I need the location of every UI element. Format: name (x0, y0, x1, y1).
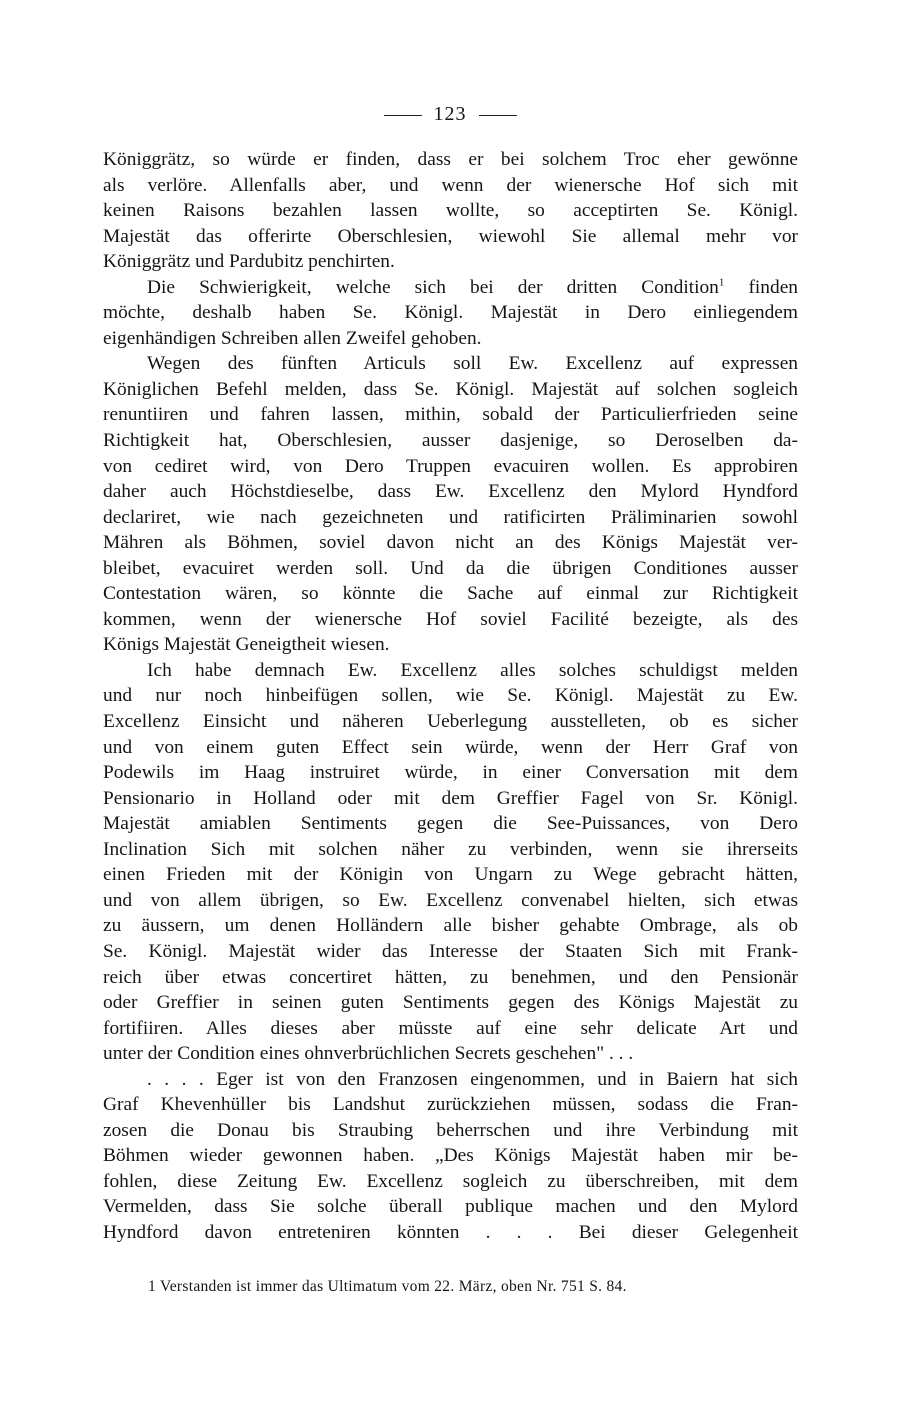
text-line-content: . . . . Eger ist von den Franzosen eingenommen, und in Baiern hat sich (147, 1068, 798, 1090)
text-line (103, 428, 798, 454)
text-line (103, 377, 798, 403)
text-line (103, 224, 798, 250)
text-line (103, 837, 798, 863)
text-line-content: oder Greffier in seinen guten Sentiments gegen des Königs Majestät zu (103, 992, 798, 1014)
page-number: 123 (433, 103, 467, 125)
text-line-content: Inclination Sich mit solchen näher zu verbinden, wenn sie ihrerseits (103, 838, 798, 860)
text-line-content: Königs Majestät Geneigtheit wiesen. (103, 634, 390, 656)
page-header (0, 100, 900, 128)
text-line (103, 913, 798, 939)
text-line-content: unter der Condition eines ohnverbrüchlichen Secrets geschehen" . . . (103, 1043, 634, 1065)
text-line-content: und von einem guten Effect sein würde, wenn der Herr Graf von (103, 736, 798, 758)
text-line-content: bleibet, evacuiret werden soll. Und da die übrigen Conditiones ausser (103, 557, 798, 579)
text-line (103, 1067, 798, 1093)
body-text (103, 147, 798, 1246)
text-line (103, 249, 798, 275)
text-line-content: fortifiiren. Alles dieses aber müsste auf eine sehr delicate Art und (103, 1017, 798, 1039)
text-line (103, 1092, 798, 1118)
text-line (103, 939, 798, 965)
text-line-content: eigenhändigen Schreiben allen Zweifel gehoben. (103, 327, 482, 349)
text-line-content: Hyndford davon entreteniren könnten . . . Bei dieser Gelegenheit (103, 1221, 798, 1243)
text-line (103, 326, 798, 352)
text-line (103, 658, 798, 684)
text-line (103, 300, 798, 326)
text-line-content: Wegen des fünften Articuls soll Ew. Excellenz auf expressen (147, 353, 798, 375)
text-line (103, 888, 798, 914)
text-line (103, 990, 798, 1016)
text-line (103, 556, 798, 582)
text-line-content: zosen die Donau bis Straubing beherrschen und ihre Verbindung mit (103, 1119, 798, 1141)
footnote-reference: 1 (718, 276, 725, 289)
text-line-content: Majestät das offerirte Oberschlesien, wiewohl Sie allemal mehr vor (103, 225, 798, 247)
text-line (103, 1016, 798, 1042)
text-line (103, 1118, 798, 1144)
text-line-content: reich über etwas concertiret hätten, zu benehmen, und den Pensionär (103, 966, 798, 988)
text-line-content: Pensionario in Holland oder mit dem Greffier Fagel von Sr. Königl. (103, 787, 798, 809)
header-dash-left (384, 115, 422, 116)
text-line (103, 173, 798, 199)
text-line-content: Königgrätz und Pardubitz penchirten. (103, 251, 395, 273)
text-line-content: Böhmen wieder gewonnen haben. „Des Königs Majestät haben mir be- (103, 1145, 798, 1167)
text-line-content: Königgrätz, so würde er finden, dass er bei solchem Troc eher gewönne (103, 149, 798, 170)
text-line-content: einen Frieden mit der Königin von Ungarn zu Wege gebracht hätten, (103, 864, 798, 886)
footnote (148, 1276, 788, 1298)
text-line-content: declariret, wie nach gezeichneten und ratificirten Präliminarien sowohl (103, 506, 798, 528)
text-line (103, 275, 798, 301)
text-line (103, 735, 798, 761)
text-line (103, 1194, 798, 1220)
text-line-content: Se. Königl. Majestät wider das Interesse der Staaten Sich mit Frank- (103, 940, 798, 962)
text-line-content: Excellenz Einsicht und näheren Ueberlegung ausstelleten, ob es sicher (103, 711, 798, 733)
text-line-content: keinen Raisons bezahlen lassen wollte, so acceptirten Se. Königl. (103, 200, 798, 222)
text-line (103, 1041, 798, 1067)
text-line-content: und von allem übrigen, so Ew. Excellenz convenabel hielten, sich etwas (103, 889, 798, 911)
text-line-content: Majestät amiablen Sentiments gegen die See-Puissances, von Dero (103, 813, 798, 835)
text-line (103, 581, 798, 607)
text-line-content: als verlöre. Allenfalls aber, und wenn der wienersche Hof sich mit (103, 174, 798, 196)
text-line-content: renuntiiren und fahren lassen, mithin, sobald der Particulierfrieden seine (103, 404, 798, 426)
text-line (103, 198, 798, 224)
text-line (103, 632, 798, 658)
text-line-content: Podewils im Haag instruiret würde, in einer Conversation mit dem (103, 762, 798, 784)
text-line (103, 479, 798, 505)
text-line (103, 709, 798, 735)
text-line (103, 147, 798, 173)
text-line (103, 683, 798, 709)
text-line (103, 1220, 798, 1246)
text-line-content: Richtigkeit hat, Oberschlesien, ausser dasjenige, so Deroselben da- (103, 430, 798, 452)
text-line-content: Die Schwierigkeit, welche sich bei der dritten Condition (147, 276, 719, 298)
text-line-content: fohlen, diese Zeitung Ew. Excellenz sogleich zu überschreiben, mit dem (103, 1170, 798, 1192)
text-line (103, 402, 798, 428)
footnote-marker: 1 (148, 1278, 157, 1295)
text-line (103, 530, 798, 556)
text-line (103, 811, 798, 837)
text-line (103, 454, 798, 480)
text-line (103, 1169, 798, 1195)
text-line (103, 505, 798, 531)
text-line-content: Mähren als Böhmen, soviel davon nicht an des Königs Majestät ver- (103, 532, 798, 554)
text-line-continuation: finden (724, 276, 798, 298)
text-line-content: Vermelden, dass Sie solche überall publique machen und den Mylord (103, 1196, 798, 1218)
text-line (103, 1143, 798, 1169)
text-line-content: von cediret wird, von Dero Truppen evacuiren wollen. Es approbiren (103, 455, 798, 477)
text-line (103, 760, 798, 786)
text-line-content: Contestation wären, so könnte die Sache auf einmal zur Richtigkeit (103, 583, 798, 605)
text-line-content: Königlichen Befehl melden, dass Se. Königl. Majestät auf solchen sogleich (103, 378, 798, 400)
text-line-content: zu äussern, um denen Holländern alle bisher gehabte Ombrage, als ob (103, 915, 798, 937)
text-line (103, 862, 798, 888)
text-line-content: daher auch Höchstdieselbe, dass Ew. Excellenz den Mylord Hyndford (103, 481, 798, 503)
header-dash-right (479, 115, 517, 116)
text-line (103, 607, 798, 633)
text-line (103, 351, 798, 377)
text-line-content: und nur noch hinbeifügen sollen, wie Se. Königl. Majestät zu Ew. (103, 685, 798, 707)
text-line-content: möchte, deshalb haben Se. Königl. Majestät in Dero einliegendem (103, 302, 798, 324)
text-line-content: Ich habe demnach Ew. Excellenz alles solches schuldigst melden (147, 659, 798, 681)
text-line (103, 786, 798, 812)
text-line (103, 965, 798, 991)
text-line-content: Graf Khevenhüller bis Landshut zurückziehen müssen, sodass die Fran- (103, 1094, 798, 1116)
text-line-content: kommen, wenn der wienersche Hof soviel Facilité bezeigte, als des (103, 608, 798, 630)
footnote-text: Verstanden ist immer das Ultimatum vom 22. März, oben Nr. 751 S. 84. (156, 1278, 627, 1295)
